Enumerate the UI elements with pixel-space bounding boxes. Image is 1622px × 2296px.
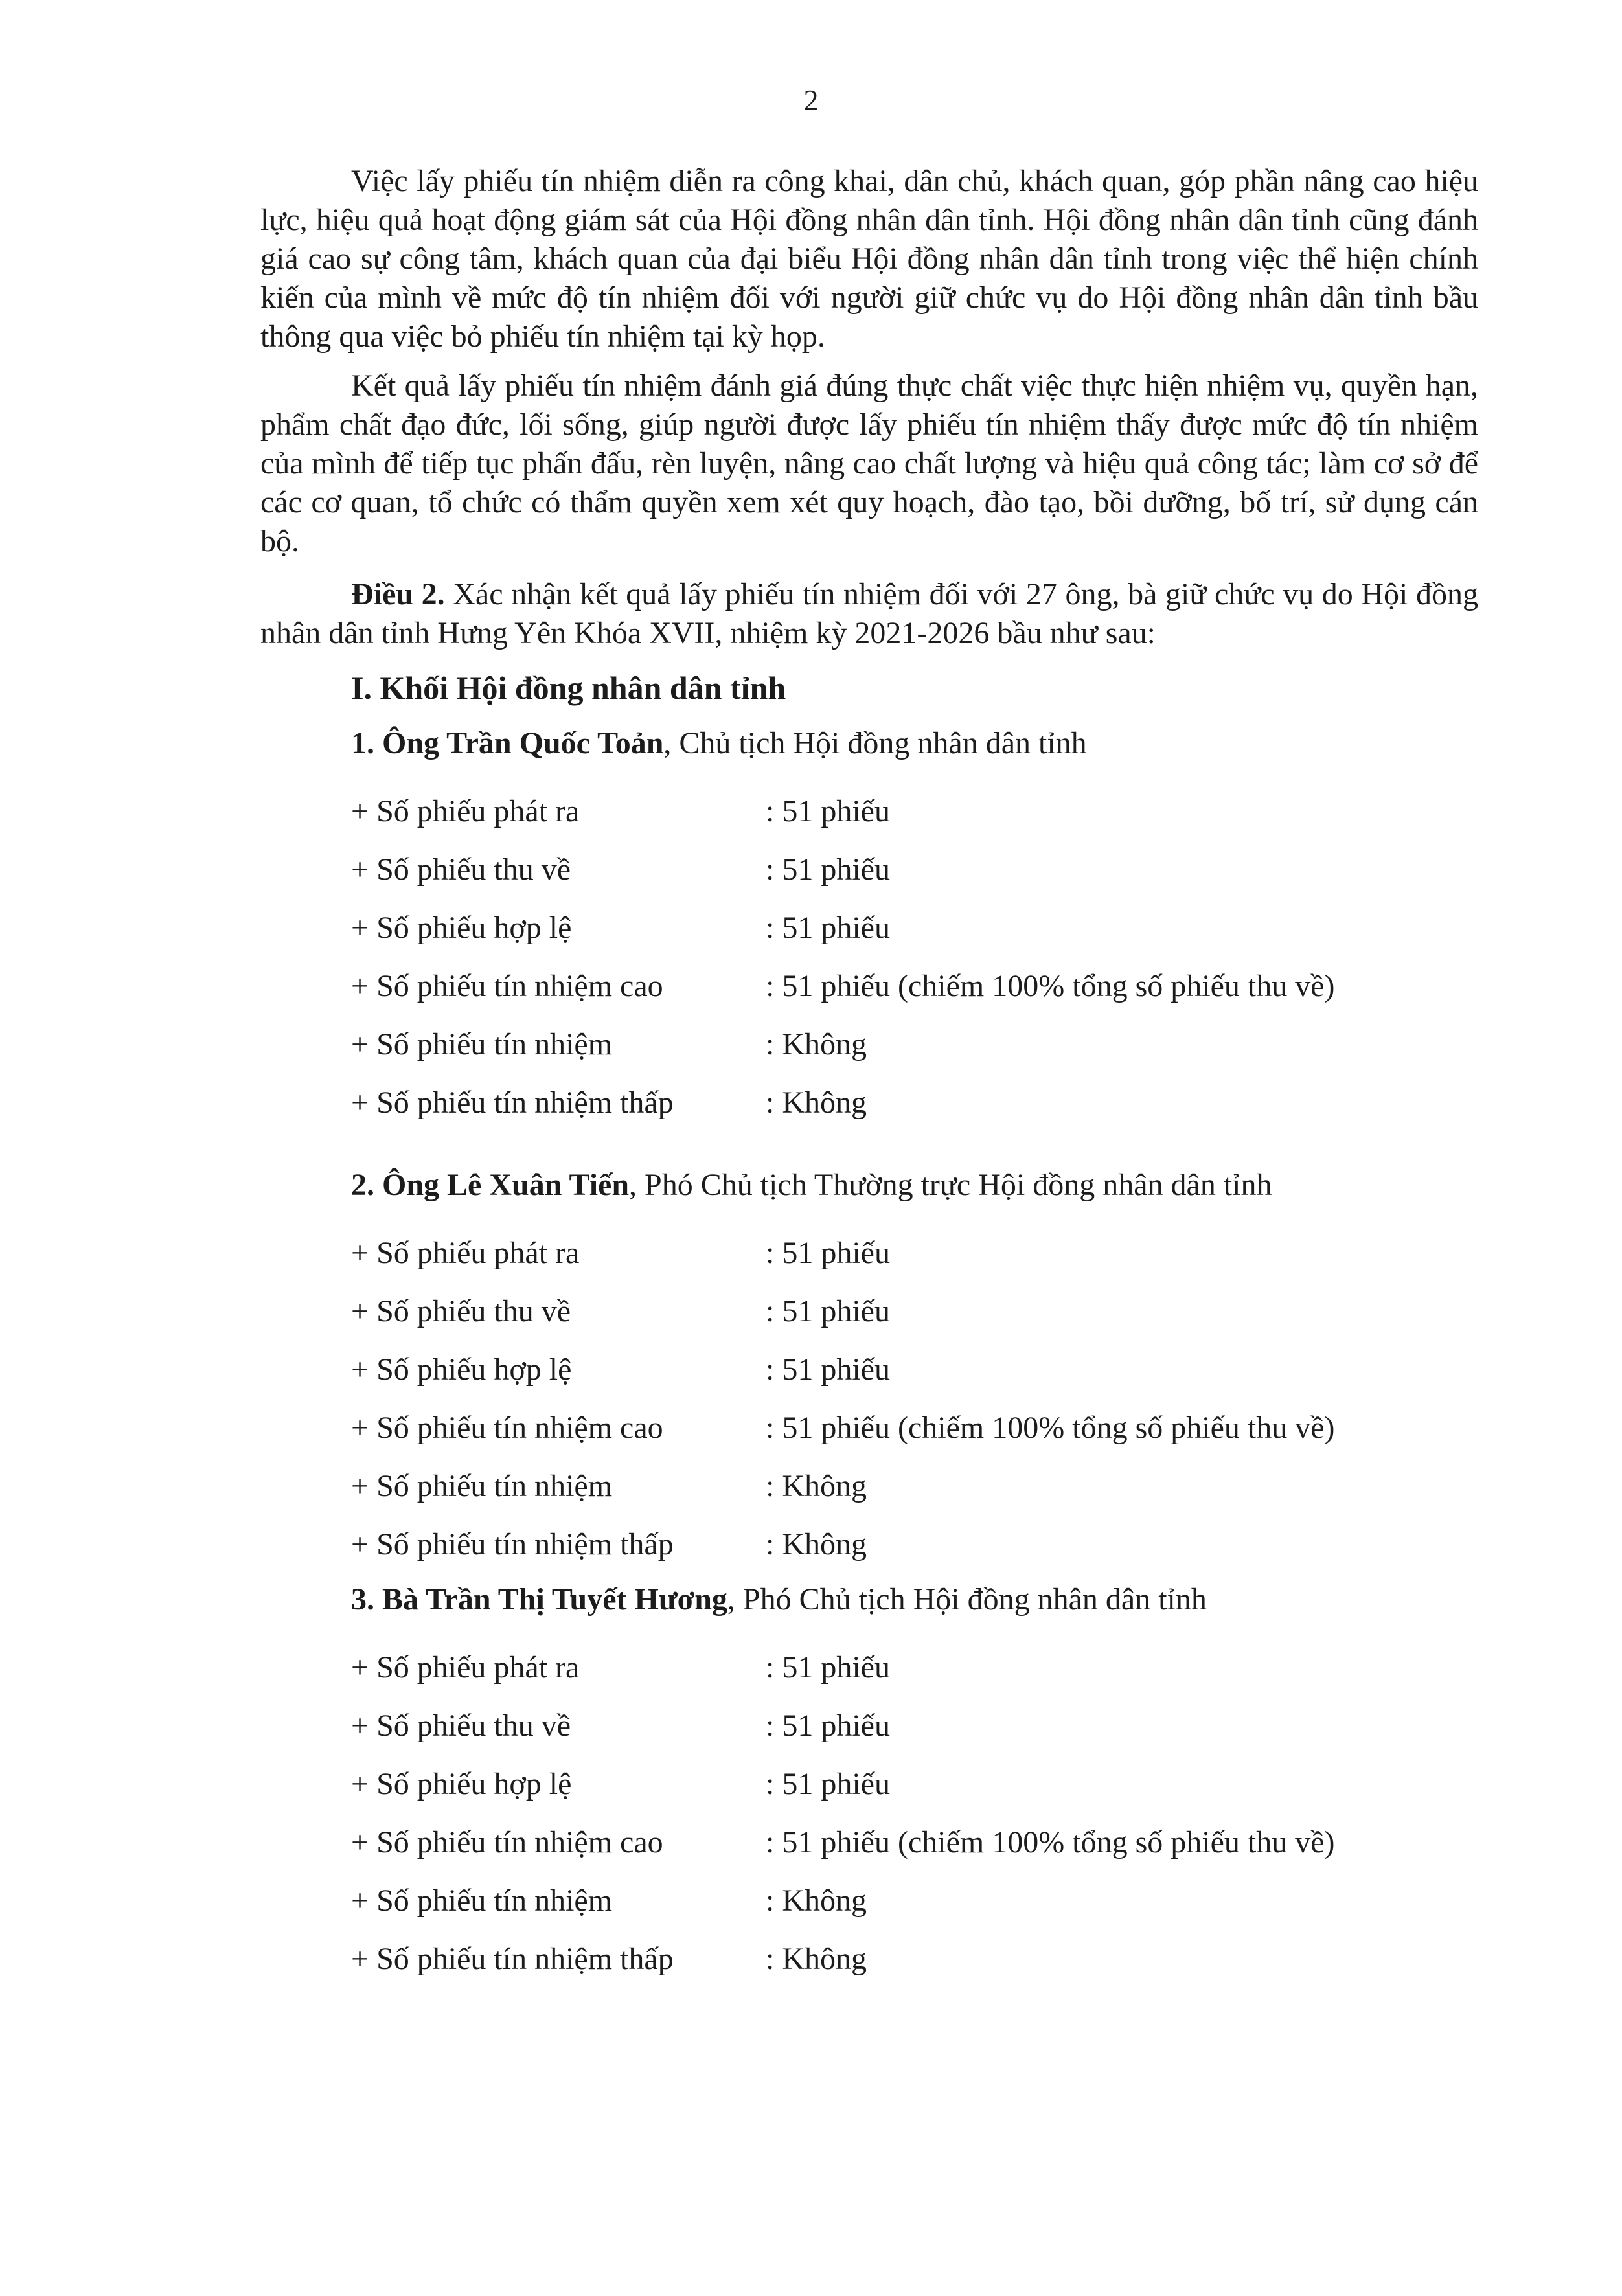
vote-row <box>351 1074 1478 1132</box>
person-role: , Chủ tịch Hội đồng nhân dân tỉnh <box>663 726 1087 760</box>
vote-list-2 <box>260 1224 1478 1574</box>
vote-row <box>351 1755 1478 1813</box>
paragraph-result: Kết quả lấy phiếu tín nhiệm đánh giá đúng thực chất việc thực hiện nhiệm vụ, quyền hạn, phẩm chất đạo đức, lối sống, giúp người được lấy phiếu tín nhiệm thấy được mức độ tín nhiệm của mình để tiếp tục phấn đấu, rèn luyện, nâng cao chất lượng và hiệu quả công tác; làm cơ sở để các cơ quan, tổ chức có thẩm quyền xem xét quy hoạch, đào tạo, bồi dưỡng, bố trí, sử dụng cán bộ. <box>260 369 1478 558</box>
person-name: 3. Bà Trần Thị Tuyết Hương <box>351 1582 727 1617</box>
vote-value: : 51 phiếu (chiếm 100% tổng số phiếu thu về) <box>766 969 1335 1003</box>
vote-row <box>351 1930 1478 1988</box>
vote-value: : 51 phiếu <box>766 1709 890 1743</box>
vote-row <box>351 1016 1478 1074</box>
article-2 <box>260 575 1478 653</box>
vote-label: + Số phiếu tín nhiệm thấp <box>351 1942 674 1976</box>
page-number: 2 <box>803 84 819 117</box>
vote-label: + Số phiếu tín nhiệm <box>351 1883 613 1918</box>
vote-label: + Số phiếu tín nhiệm <box>351 1027 613 1062</box>
vote-row <box>351 1872 1478 1930</box>
person-heading-1 <box>260 723 1478 764</box>
vote-list-3 <box>260 1639 1478 1988</box>
vote-row <box>351 1341 1478 1399</box>
vote-row <box>351 841 1478 899</box>
document-body <box>260 162 1478 1994</box>
vote-label: + Số phiếu hợp lệ <box>351 1352 572 1387</box>
vote-label: + Số phiếu phát ra <box>351 1236 580 1270</box>
vote-value: : 51 phiếu <box>766 1767 890 1801</box>
vote-row <box>351 1224 1478 1282</box>
person-role: , Phó Chủ tịch Hội đồng nhân dân tỉnh <box>727 1582 1207 1617</box>
vote-row <box>351 1516 1478 1574</box>
vote-label: + Số phiếu thu về <box>351 1709 571 1743</box>
vote-label: + Số phiếu tín nhiệm <box>351 1469 613 1503</box>
vote-value: : Không <box>766 1085 867 1120</box>
section-title: I. Khối Hội đồng nhân dân tỉnh <box>351 670 786 706</box>
vote-row <box>351 1457 1478 1516</box>
vote-row <box>351 1282 1478 1341</box>
vote-value: : 51 phiếu <box>766 1294 890 1328</box>
vote-label: + Số phiếu tín nhiệm cao <box>351 1825 663 1859</box>
vote-row <box>351 1813 1478 1872</box>
vote-value: : Không <box>766 1027 867 1062</box>
vote-label: + Số phiếu phát ra <box>351 1650 580 1685</box>
person-role: , Phó Chủ tịch Thường trực Hội đồng nhân dân tỉnh <box>629 1168 1272 1202</box>
vote-value: : 51 phiếu <box>766 911 890 945</box>
person-heading-3 <box>260 1579 1478 1620</box>
person-heading-2 <box>260 1165 1478 1206</box>
vote-value: : Không <box>766 1469 867 1503</box>
person-name: 2. Ông Lê Xuân Tiến <box>351 1168 630 1202</box>
vote-value: : 51 phiếu <box>766 794 890 828</box>
vote-row <box>351 899 1478 957</box>
vote-label: + Số phiếu hợp lệ <box>351 1767 572 1801</box>
vote-value: : Không <box>766 1883 867 1918</box>
person-name: 1. Ông Trần Quốc Toản <box>351 726 664 760</box>
vote-value: : Không <box>766 1942 867 1976</box>
vote-row <box>351 1697 1478 1755</box>
vote-label: + Số phiếu tín nhiệm cao <box>351 1411 663 1445</box>
vote-row <box>351 782 1478 841</box>
vote-value: : 51 phiếu <box>766 1236 890 1270</box>
vote-label: + Số phiếu hợp lệ <box>351 911 572 945</box>
vote-label: + Số phiếu phát ra <box>351 794 580 828</box>
vote-row <box>351 1639 1478 1697</box>
vote-label: + Số phiếu tín nhiệm thấp <box>351 1527 674 1562</box>
vote-value: : 51 phiếu (chiếm 100% tổng số phiếu thu về) <box>766 1411 1335 1445</box>
vote-list-1 <box>260 782 1478 1132</box>
vote-row <box>351 1399 1478 1457</box>
vote-row <box>351 957 1478 1016</box>
vote-label: + Số phiếu tín nhiệm thấp <box>351 1085 674 1120</box>
vote-value: : 51 phiếu <box>766 1650 890 1685</box>
paragraph-intro: Việc lấy phiếu tín nhiệm diễn ra công khai, dân chủ, khách quan, góp phần nâng cao hiệu lực, hiệu quả hoạt động giám sát của Hội đồng nhân dân tỉnh. Hội đồng nhân dân tỉnh cũng đánh giá cao sự công tâm, khách quan của đại biểu Hội đồng nhân dân tỉnh trong việc thể hiện chính kiến của mình về mức độ tín nhiệm đối với người giữ chức vụ do Hội đồng nhân dân tỉnh bầu thông qua việc bỏ phiếu tín nhiệm tại kỳ họp. <box>260 164 1478 354</box>
vote-value: : 51 phiếu <box>766 852 890 887</box>
vote-label: + Số phiếu tín nhiệm cao <box>351 969 663 1003</box>
vote-value: : Không <box>766 1527 867 1562</box>
vote-value: : 51 phiếu (chiếm 100% tổng số phiếu thu về) <box>766 1825 1335 1859</box>
article-text: Xác nhận kết quả lấy phiếu tín nhiệm đối với 27 ông, bà giữ chức vụ do Hội đồng nhân dân tỉnh Hưng Yên Khóa XVII, nhiệm kỳ 2021-2026 bầu như sau: <box>260 577 1479 650</box>
vote-label: + Số phiếu thu về <box>351 1294 571 1328</box>
article-label: Điều 2. <box>351 577 445 611</box>
vote-label: + Số phiếu thu về <box>351 852 571 887</box>
vote-value: : 51 phiếu <box>766 1352 890 1387</box>
